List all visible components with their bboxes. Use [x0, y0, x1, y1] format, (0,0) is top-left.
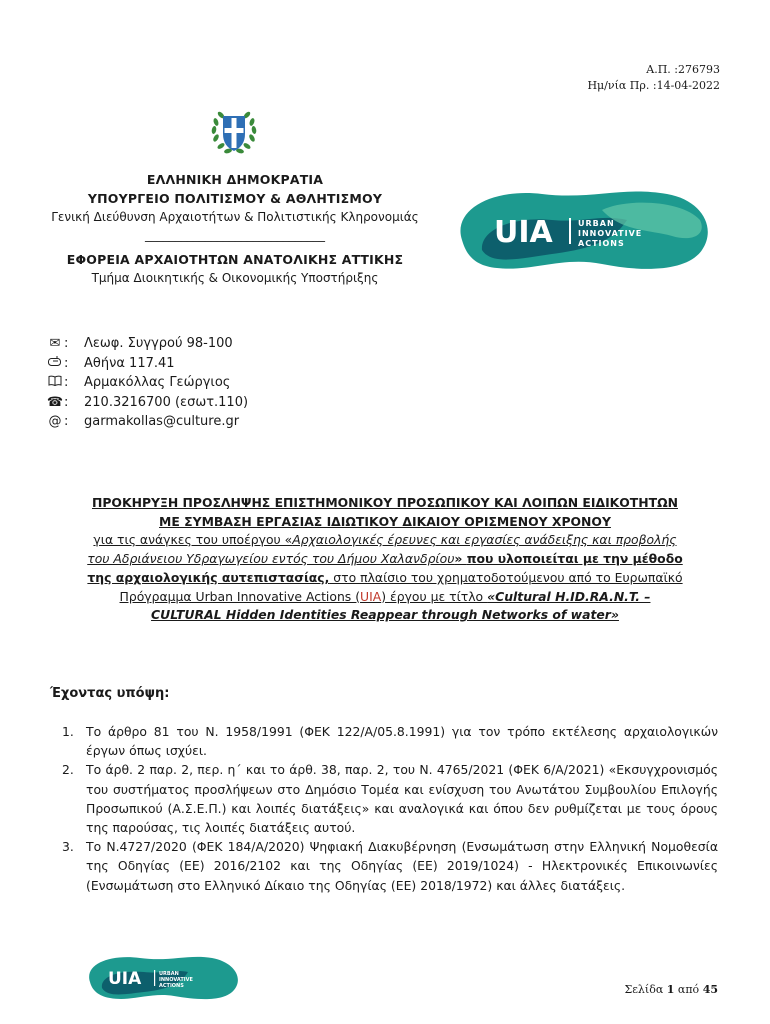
title-line2: ΜΕ ΣΥΜΒΑΣΗ ΕΡΓΑΣΙΑΣ ΙΔΙΩΤΙΚΟΥ ΔΙΚΑΙΟΥ ΟΡΙΣΜΕΝΟΥ ΧΡΟΝΟΥ — [159, 513, 611, 529]
contact-list — [46, 334, 248, 432]
uia-logo-text: UIA — [494, 215, 553, 250]
title-line1: ΠΡΟΚΗΡΥΞΗ ΠΡΟΣΛΗΨΗΣ ΕΠΙΣΤΗΜΟΝΙΚΟΥ ΠΡΟΣΩΠΙΚΟΥ ΚΑΙ ΛΟΙΠΩΝ ΕΙΔΙΚΟΤΗΤΩΝ — [91, 495, 678, 510]
svg-text:INNOVATIVE: INNOVATIVE — [159, 977, 193, 983]
contact-row-person: : Αρμακόλλας Γεώργιος — [46, 373, 248, 393]
page-number: Σελίδα 1 από 45 — [624, 983, 718, 996]
svg-text:URBAN: URBAN — [159, 971, 179, 977]
title-line7: CULTURAL Hidden Identities Reappear through Networks of water» — [151, 607, 619, 623]
contact-city: Αθήνα 117.41 — [84, 355, 175, 371]
header-separator: ______________________________ — [145, 228, 325, 242]
republic-title: ΕΛΛΗΝΙΚΗ ΔΗΜΟΚΡΑΤΙΑ — [146, 172, 324, 187]
contact-row-phone: ☎ : 210.3216700 (εσωτ.110) — [46, 393, 248, 413]
contact-address: Λεωφ. Συγγρού 98-100 — [84, 336, 233, 351]
protocol-number: Α.Π. :276793 — [646, 63, 720, 76]
authority-header — [30, 170, 440, 287]
contact-row-address: ✉ : Λεωφ. Συγγρού 98-100 — [46, 334, 248, 354]
list-item: 1. Το άρθρο 81 του Ν. 1958/1991 (ΦΕΚ 122/Α/05.8.1991) για τον τρόπο εκτέλεσης αρχαιολογικών έργων όπως ισχύει. — [62, 724, 718, 759]
legal-basis-list — [62, 722, 718, 895]
list-item: 3. Το Ν.4727/2020 (ΦΕΚ 184/Α/2020) Ψηφιακή Διακυβέρνηση (Ενσωμάτωση στην Ελληνική Νομοθεσία της Οδηγίας (ΕΕ) 2016/2102 και της Οδηγίας (ΕΕ) 2019/1024) - Ηλεκτρονικές Επικοινωνίες (Ενσωμάτωση στο Ελληνικό Δίκαιο της Οδηγίας (ΕΕ) 2018/1972) και άλλες διατάξεις. — [62, 839, 718, 893]
uia-footer-logo — [84, 950, 242, 1002]
contact-row-city: : Αθήνα 117.41 — [46, 354, 248, 374]
uia-logo-line2: INNOVATIVE — [578, 229, 643, 238]
svg-text:ACTIONS: ACTIONS — [159, 983, 184, 989]
uia-logo-line3: ACTIONS — [578, 239, 625, 248]
ministry-title: ΥΠΟΥΡΓΕΙΟ ΠΟΛΙΤΙΣΜΟΥ & ΑΘΛΗΤΙΣΜΟΥ — [87, 191, 383, 206]
protocol-date: Ημ/νία Πρ. :14-04-2022 — [587, 79, 720, 92]
announcement-title — [50, 494, 720, 625]
title-line5: της αρχαιολογικής αυτεπιστασίας, στο πλαίσιο του χρηματοδοτούμενου από το Ευρωπαϊκό — [87, 569, 683, 585]
contact-phone: 210.3216700 (εσωτ.110) — [84, 394, 249, 410]
at-icon: @ — [48, 414, 62, 429]
considering-heading: Έχοντας υπόψη: — [50, 686, 170, 701]
book-icon — [46, 373, 64, 393]
reference-block — [587, 62, 720, 94]
greek-emblem-icon — [206, 104, 262, 160]
phone-icon: ☎ — [46, 394, 64, 410]
contact-email[interactable]: garmakollas@culture.gr — [84, 414, 240, 429]
uia-footer-text: UIA — [108, 969, 142, 989]
mailbox-icon — [46, 354, 64, 374]
envelope-icon: ✉ — [49, 336, 61, 351]
title-line4: του Αδριάνειου Υδραγωγείου εντός του Δήμου Χαλανδρίου» που υλοποιείται με την μέθοδο — [87, 551, 683, 567]
uia-logo-line1: URBAN — [578, 219, 615, 228]
department-label: Τμήμα Διοικητικής & Οικονομικής Υποστήριξης — [91, 271, 379, 285]
title-line6: Πρόγραμμα Urban Innovative Actions (UIA) έργου με τίτλο «Cultural H.ID.RA.N.T. – — [119, 588, 651, 604]
directorate-label: Γενική Διεύθυνση Αρχαιοτήτων & Πολιτιστικής Κληρονομιάς — [51, 210, 419, 224]
contact-person: Αρμακόλλας Γεώργιος — [84, 375, 231, 390]
title-line3: για τις ανάγκες του υποέργου «Αρχαιολογικές έρευνες και εργασίες ανάδειξης και προβολής — [93, 532, 677, 548]
list-item: 2. Το άρθ. 2 παρ. 2, περ. η΄ και το άρθ. 38, παρ. 2, του Ν. 4765/2021 (ΦΕΚ 6/Α/2021) «Εκσυγχρονισμός του συστήματος προσλήψεων στο Δημόσιο Τομέα και ενίσχυση του Ανωτάτου Συμβουλίου Επιλογής Προσωπικού (Α.Σ.Ε.Π.) και λοιπές διατάξεις» και αναλογικά και όπου δεν ρυθμίζεται με τους όρους της παρούσας, τις λοιπές διατάξεις αυτού. — [62, 762, 718, 836]
ephorate-title: ΕΦΟΡΕΙΑ ΑΡΧΑΙΟΤΗΤΩΝ ΑΝΑΤΟΛΙΚΗΣ ΑΤΤΙΚΗΣ — [66, 252, 404, 267]
contact-row-email: @ : garmakollas@culture.gr — [46, 412, 248, 432]
uia-logo — [452, 180, 714, 276]
